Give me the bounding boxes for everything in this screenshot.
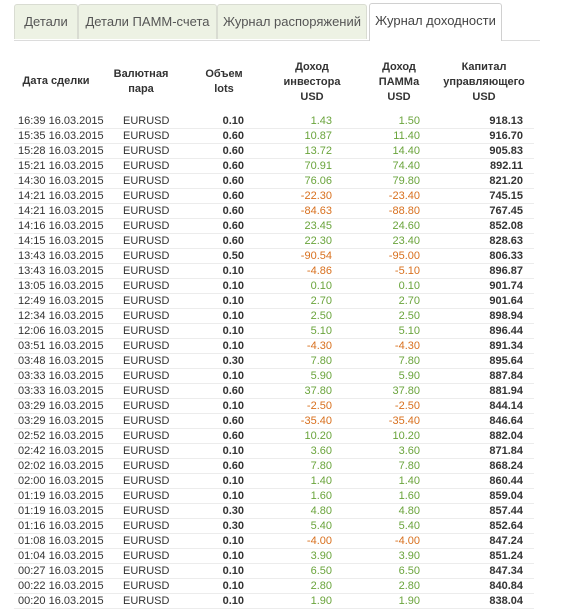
- table-header: [14, 52, 534, 112]
- trade-date-cell: 16:39 16.03.2015: [18, 115, 104, 127]
- lots-cell: 0.10: [222, 490, 244, 502]
- lots-cell: 0.30: [222, 520, 244, 532]
- pamm-income-cell: 37.80: [392, 385, 420, 397]
- table-row: [14, 399, 534, 414]
- header-investor-income: Доход инвестора USD: [283, 61, 341, 103]
- tab-details[interactable]: Детали: [14, 4, 78, 39]
- lots-cell: 0.60: [222, 415, 244, 427]
- pamm-income-cell: 7.80: [398, 355, 420, 367]
- manager-capital-cell: 892.11: [489, 160, 523, 172]
- pamm-income-cell: 1.60: [398, 490, 420, 502]
- trade-date-cell: 15:35 16.03.2015: [18, 130, 104, 142]
- header-manager-capital: Капитал управляющего USD: [443, 61, 525, 103]
- header-lots: Объем lots: [205, 68, 243, 95]
- investor-income-cell: 5.10: [310, 325, 332, 337]
- currency-pair-cell: EURUSD: [123, 475, 170, 487]
- lots-cell: 0.60: [222, 460, 244, 472]
- trade-date-cell: 00:22 16.03.2015: [18, 580, 104, 592]
- table-row: [14, 369, 534, 384]
- investor-income-cell: 0.10: [310, 280, 332, 292]
- currency-pair-cell: EURUSD: [123, 145, 170, 157]
- pamm-income-cell: -4.30: [394, 340, 420, 352]
- trade-date-cell: 01:19 16.03.2015: [18, 505, 104, 517]
- table-row: [14, 264, 534, 279]
- currency-pair-cell: EURUSD: [123, 115, 170, 127]
- tab-pamm-details[interactable]: Детали ПАММ-счета: [78, 4, 217, 39]
- manager-capital-cell: 896.87: [489, 265, 523, 277]
- manager-capital-cell: 846.64: [489, 415, 523, 427]
- trade-date-cell: 01:16 16.03.2015: [18, 520, 104, 532]
- currency-pair-cell: EURUSD: [123, 355, 170, 367]
- table-row: [14, 174, 534, 189]
- table-row: [14, 309, 534, 324]
- table-row: [14, 534, 534, 549]
- lots-cell: 0.60: [222, 235, 244, 247]
- lots-cell: 0.60: [222, 175, 244, 187]
- trade-date-cell: 12:06 16.03.2015: [18, 325, 104, 337]
- lots-cell: 0.60: [222, 145, 244, 157]
- trade-date-cell: 14:16 16.03.2015: [18, 220, 104, 232]
- lots-cell: 0.60: [222, 130, 244, 142]
- investor-income-cell: 2.70: [310, 295, 332, 307]
- currency-pair-cell: EURUSD: [123, 175, 170, 187]
- table-row: [14, 519, 534, 534]
- pamm-income-cell: 5.40: [398, 520, 420, 532]
- lots-cell: 0.10: [222, 595, 244, 607]
- lots-cell: 0.60: [222, 190, 244, 202]
- header-pamm-income: Доход ПАММа USD: [378, 61, 420, 103]
- trade-date-cell: 03:29 16.03.2015: [18, 415, 104, 427]
- lots-cell: 0.10: [222, 325, 244, 337]
- investor-income-cell: 7.80: [310, 355, 332, 367]
- manager-capital-cell: 857.44: [489, 505, 523, 517]
- manager-capital-cell: 767.45: [489, 205, 523, 217]
- lots-cell: 0.50: [222, 250, 244, 262]
- header-pair: Валютная пара: [113, 68, 169, 95]
- manager-capital-cell: 895.64: [489, 355, 523, 367]
- manager-capital-cell: 891.34: [489, 340, 523, 352]
- tab-bar: [14, 0, 540, 41]
- lots-cell: 0.60: [222, 220, 244, 232]
- investor-income-cell: 5.40: [310, 520, 332, 532]
- currency-pair-cell: EURUSD: [123, 265, 170, 277]
- investor-income-cell: -22.30: [300, 190, 332, 202]
- manager-capital-cell: 901.64: [489, 295, 523, 307]
- pamm-income-cell: -2.50: [394, 400, 420, 412]
- table-row: [14, 189, 534, 204]
- table-row: [14, 249, 534, 264]
- trade-date-cell: 14:15 16.03.2015: [18, 235, 104, 247]
- manager-capital-cell: 852.64: [489, 520, 523, 532]
- lots-cell: 0.10: [222, 340, 244, 352]
- investor-income-cell: 37.80: [304, 385, 332, 397]
- manager-capital-cell: 851.24: [489, 550, 523, 562]
- lots-cell: 0.10: [222, 310, 244, 322]
- manager-capital-cell: 844.14: [489, 400, 523, 412]
- manager-capital-cell: 918.13: [489, 115, 523, 127]
- table-row: [14, 234, 534, 249]
- pamm-income-cell: -95.00: [388, 250, 420, 262]
- currency-pair-cell: EURUSD: [123, 205, 170, 217]
- trade-date-cell: 00:20 16.03.2015: [18, 595, 104, 607]
- currency-pair-cell: EURUSD: [123, 460, 170, 472]
- trade-date-cell: 13:43 16.03.2015: [18, 265, 104, 277]
- pamm-income-cell: 1.40: [398, 475, 420, 487]
- currency-pair-cell: EURUSD: [123, 385, 170, 397]
- table-row: [14, 594, 534, 609]
- manager-capital-cell: 868.24: [489, 460, 523, 472]
- lots-cell: 0.10: [222, 550, 244, 562]
- manager-capital-cell: 806.33: [489, 250, 523, 262]
- manager-capital-cell: 905.83: [489, 145, 523, 157]
- trade-date-cell: 02:02 16.03.2015: [18, 460, 104, 472]
- pamm-income-cell: 5.90: [398, 370, 420, 382]
- table-row: [14, 489, 534, 504]
- trade-date-cell: 02:00 16.03.2015: [18, 475, 104, 487]
- investor-income-cell: -35.40: [300, 415, 332, 427]
- trade-date-cell: 12:49 16.03.2015: [18, 295, 104, 307]
- investor-income-cell: 22.30: [304, 235, 332, 247]
- investor-income-cell: 7.80: [310, 460, 332, 472]
- pamm-income-cell: 3.90: [398, 550, 420, 562]
- currency-pair-cell: EURUSD: [123, 190, 170, 202]
- currency-pair-cell: EURUSD: [123, 400, 170, 412]
- lots-cell: 0.60: [222, 385, 244, 397]
- currency-pair-cell: EURUSD: [123, 430, 170, 442]
- lots-cell: 0.60: [222, 160, 244, 172]
- currency-pair-cell: EURUSD: [123, 160, 170, 172]
- trade-date-cell: 01:19 16.03.2015: [18, 490, 104, 502]
- lots-cell: 0.10: [222, 475, 244, 487]
- trade-date-cell: 14:21 16.03.2015: [18, 190, 104, 202]
- table-row: [14, 564, 534, 579]
- table-row: [14, 459, 534, 474]
- currency-pair-cell: EURUSD: [123, 295, 170, 307]
- lots-cell: 0.10: [222, 280, 244, 292]
- table-row: [14, 294, 534, 309]
- table-row: [14, 159, 534, 174]
- pamm-income-cell: 10.20: [392, 430, 420, 442]
- lots-cell: 0.10: [222, 400, 244, 412]
- header-date: Дата сделки: [22, 75, 90, 87]
- investor-income-cell: 6.50: [310, 565, 332, 577]
- investor-income-cell: 10.20: [304, 430, 332, 442]
- trade-date-cell: 03:33 16.03.2015: [18, 370, 104, 382]
- trade-date-cell: 03:33 16.03.2015: [18, 385, 104, 397]
- investor-income-cell: -90.54: [300, 250, 332, 262]
- table-row: [14, 324, 534, 339]
- lots-cell: 0.10: [222, 295, 244, 307]
- lots-cell: 0.60: [222, 430, 244, 442]
- pamm-income-cell: 2.80: [398, 580, 420, 592]
- table-row: [14, 429, 534, 444]
- investor-income-cell: 2.80: [310, 580, 332, 592]
- pamm-income-cell: 5.10: [398, 325, 420, 337]
- manager-capital-cell: 838.04: [489, 595, 523, 607]
- trade-date-cell: 15:21 16.03.2015: [18, 160, 104, 172]
- investor-income-cell: 4.80: [310, 505, 332, 517]
- currency-pair-cell: EURUSD: [123, 250, 170, 262]
- pamm-income-cell: 1.50: [398, 115, 420, 127]
- lots-cell: 0.10: [222, 265, 244, 277]
- manager-capital-cell: 901.74: [489, 280, 523, 292]
- currency-pair-cell: EURUSD: [123, 325, 170, 337]
- trade-date-cell: 01:08 16.03.2015: [18, 535, 104, 547]
- investor-income-cell: 23.45: [304, 220, 332, 232]
- pamm-income-cell: 1.90: [398, 595, 420, 607]
- trade-date-cell: 03:48 16.03.2015: [18, 355, 104, 367]
- lots-cell: 0.10: [222, 370, 244, 382]
- pamm-income-cell: -35.40: [388, 415, 420, 427]
- table-row: [14, 204, 534, 219]
- pamm-income-cell: 74.40: [392, 160, 420, 172]
- table-row: [14, 579, 534, 594]
- currency-pair-cell: EURUSD: [123, 565, 170, 577]
- table-body: [14, 114, 534, 609]
- currency-pair-cell: EURUSD: [123, 595, 170, 607]
- table-row: [14, 129, 534, 144]
- table-row: [14, 414, 534, 429]
- currency-pair-cell: EURUSD: [123, 520, 170, 532]
- currency-pair-cell: EURUSD: [123, 340, 170, 352]
- manager-capital-cell: 847.34: [489, 565, 523, 577]
- pamm-income-cell: 0.10: [398, 280, 420, 292]
- investor-income-cell: 1.40: [310, 475, 332, 487]
- investor-income-cell: 1.60: [310, 490, 332, 502]
- investor-income-cell: -84.63: [300, 205, 332, 217]
- currency-pair-cell: EURUSD: [123, 445, 170, 457]
- trade-date-cell: 15:28 16.03.2015: [18, 145, 104, 157]
- investor-income-cell: 1.90: [310, 595, 332, 607]
- investor-income-cell: 10.87: [304, 130, 332, 142]
- lots-cell: 0.10: [222, 565, 244, 577]
- pamm-income-cell: 2.70: [398, 295, 420, 307]
- investor-income-cell: -4.30: [306, 340, 332, 352]
- manager-capital-cell: 898.94: [489, 310, 523, 322]
- pamm-income-cell: 11.40: [393, 130, 420, 142]
- trade-date-cell: 13:43 16.03.2015: [18, 250, 104, 262]
- currency-pair-cell: EURUSD: [123, 580, 170, 592]
- investor-income-cell: 2.50: [310, 310, 332, 322]
- investor-income-cell: -2.50: [306, 400, 332, 412]
- trade-date-cell: 14:21 16.03.2015: [18, 205, 104, 217]
- trade-date-cell: 02:42 16.03.2015: [18, 445, 104, 457]
- pamm-income-cell: 3.60: [398, 445, 420, 457]
- tab-orders-journal[interactable]: Журнал распоряжений: [217, 4, 367, 39]
- currency-pair-cell: EURUSD: [123, 370, 170, 382]
- table-row: [14, 549, 534, 564]
- investor-income-cell: 5.90: [310, 370, 332, 382]
- currency-pair-cell: EURUSD: [123, 130, 170, 142]
- table-row: [14, 144, 534, 159]
- table-row: [14, 444, 534, 459]
- lots-cell: 0.10: [222, 445, 244, 457]
- investor-income-cell: 76.06: [304, 175, 332, 187]
- trade-date-cell: 01:04 16.03.2015: [18, 550, 104, 562]
- manager-capital-cell: 840.84: [489, 580, 523, 592]
- investor-income-cell: 1.43: [310, 115, 332, 127]
- profitability-table: [14, 52, 534, 607]
- lots-cell: 0.60: [222, 205, 244, 217]
- pamm-income-cell: 7.80: [398, 460, 420, 472]
- pamm-income-cell: -5.10: [394, 265, 420, 277]
- trade-date-cell: 13:05 16.03.2015: [18, 280, 104, 292]
- manager-capital-cell: 896.44: [489, 325, 523, 337]
- table-row: [14, 219, 534, 234]
- lots-cell: 0.10: [222, 535, 244, 547]
- investor-income-cell: 3.90: [310, 550, 332, 562]
- currency-pair-cell: EURUSD: [123, 535, 170, 547]
- investor-income-cell: -4.00: [306, 535, 332, 547]
- currency-pair-cell: EURUSD: [123, 220, 170, 232]
- lots-cell: 0.30: [222, 505, 244, 517]
- trade-date-cell: 02:52 16.03.2015: [18, 430, 104, 442]
- manager-capital-cell: 916.70: [489, 130, 523, 142]
- manager-capital-cell: 882.04: [489, 430, 523, 442]
- currency-pair-cell: EURUSD: [123, 280, 170, 292]
- manager-capital-cell: 887.84: [489, 370, 523, 382]
- lots-cell: 0.10: [222, 115, 244, 127]
- pamm-income-cell: 14.40: [392, 145, 420, 157]
- manager-capital-cell: 847.24: [489, 535, 523, 547]
- trade-date-cell: 03:51 16.03.2015: [18, 340, 104, 352]
- pamm-income-cell: -88.80: [388, 205, 420, 217]
- pamm-income-cell: 4.80: [398, 505, 420, 517]
- trade-date-cell: 14:30 16.03.2015: [18, 175, 104, 187]
- trade-date-cell: 12:34 16.03.2015: [18, 310, 104, 322]
- investor-income-cell: -4.86: [306, 265, 332, 277]
- manager-capital-cell: 852.08: [489, 220, 523, 232]
- lots-cell: 0.10: [222, 580, 244, 592]
- currency-pair-cell: EURUSD: [123, 415, 170, 427]
- trade-date-cell: 00:27 16.03.2015: [18, 565, 104, 577]
- table-row: [14, 279, 534, 294]
- table-row: [14, 339, 534, 354]
- manager-capital-cell: 745.15: [489, 190, 523, 202]
- investor-income-cell: 13.72: [304, 145, 332, 157]
- trade-date-cell: 03:29 16.03.2015: [18, 400, 104, 412]
- pamm-income-cell: 79.80: [392, 175, 420, 187]
- manager-capital-cell: 859.04: [489, 490, 523, 502]
- lots-cell: 0.30: [222, 355, 244, 367]
- manager-capital-cell: 828.63: [489, 235, 523, 247]
- table-row: [14, 354, 534, 369]
- table-row: [14, 504, 534, 519]
- pamm-income-cell: 6.50: [398, 565, 420, 577]
- currency-pair-cell: EURUSD: [123, 505, 170, 517]
- manager-capital-cell: 881.94: [489, 385, 523, 397]
- table-row: [14, 474, 534, 489]
- manager-capital-cell: 871.84: [489, 445, 523, 457]
- currency-pair-cell: EURUSD: [123, 310, 170, 322]
- manager-capital-cell: 821.20: [489, 175, 523, 187]
- pamm-income-cell: 24.60: [392, 220, 420, 232]
- pamm-income-cell: 23.40: [392, 235, 420, 247]
- table-row: [14, 114, 534, 129]
- investor-income-cell: 70.91: [304, 160, 332, 172]
- currency-pair-cell: EURUSD: [123, 550, 170, 562]
- currency-pair-cell: EURUSD: [123, 490, 170, 502]
- pamm-income-cell: -23.40: [388, 190, 420, 202]
- investor-income-cell: 3.60: [310, 445, 332, 457]
- currency-pair-cell: EURUSD: [123, 235, 170, 247]
- table-row: [14, 384, 534, 399]
- tab-profitability-journal[interactable]: Журнал доходности: [369, 3, 502, 41]
- manager-capital-cell: 860.44: [489, 475, 523, 487]
- pamm-income-cell: 2.50: [398, 310, 420, 322]
- pamm-income-cell: -4.00: [394, 535, 420, 547]
